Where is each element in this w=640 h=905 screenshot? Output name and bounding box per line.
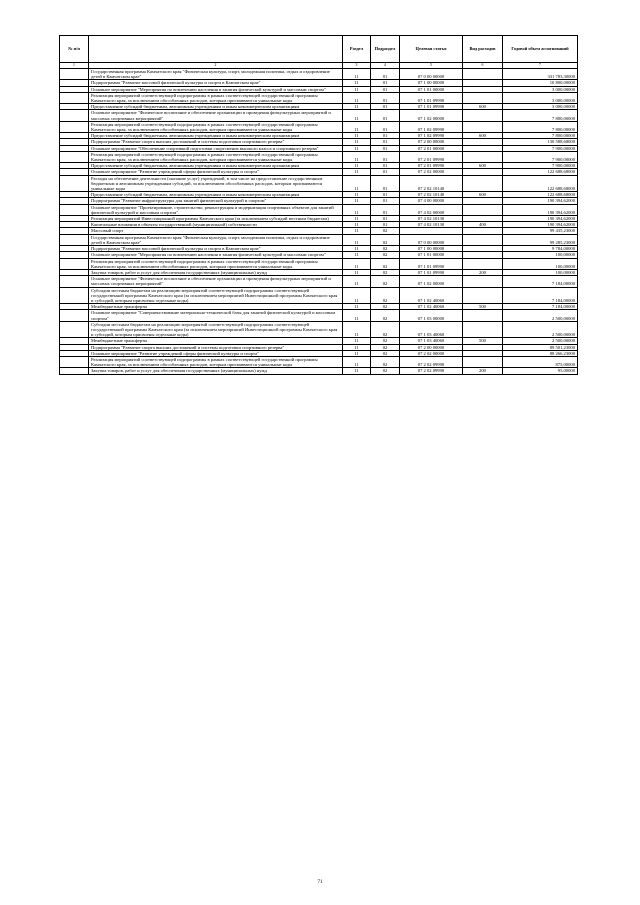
row-vid-cell: 500 [463,304,503,310]
budget-table [59,35,578,375]
row-amount-cell: 100,00000 [503,269,578,275]
row-vid-cell [463,151,503,162]
row-num-cell [60,69,89,80]
row-razdel-cell: 11 [343,350,371,356]
table-row [60,110,578,121]
table-row [60,258,578,269]
row-razdel-cell: 11 [343,69,371,80]
row-vid-cell [463,175,503,192]
row-name-cell: Основное мероприятие "Проектирование, строительство, реконструкция и модернизация спортивных объектов для занятий физической культурой и массовым спортом" [89,204,343,215]
row-num-cell [60,287,89,304]
table-row [60,234,578,245]
table-body [60,69,578,375]
row-name-cell: Субсидии местным бюджетам на реализацию мероприятий соответствующей подпрограммы соответствующей государственной программы Камчатского края (за исключением мероприятий Инвестиционной программы Камчатского края и субсидий, которым присвоены отдельные коды) [89,321,343,338]
row-num-cell [60,204,89,215]
header-godovoy: Годовой объем ассигнований [503,36,578,63]
row-name-cell: Реализация мероприятий соответствующей подпрограммы в рамках соответствующей государственной программы Камчатского края, за исключением обособленных расходов, которым присваиваются уникальные коды [89,121,343,132]
row-celevaya-cell: 07 1 03 00000 [400,310,463,321]
row-name-cell: Основное мероприятие "Развитие учреждений сферы физической культуры и спорта" [89,169,343,175]
row-celevaya-cell: 07 1 01 09990 [400,104,463,110]
row-amount-cell: 875,00000 [503,356,578,367]
row-vid-cell: 500 [463,338,503,344]
row-podrazdel-cell: 02 [371,269,400,275]
row-razdel-cell: 11 [343,252,371,258]
row-vid-cell [463,110,503,121]
row-amount-cell: 122 688,68000 [503,175,578,192]
table-row [60,368,578,374]
row-celevaya-cell: 07 2 02 00000 [400,169,463,175]
row-name-cell: Подпрограмма "Развитие инфраструктуры для занятий физической культурой и спортом" [89,198,343,204]
row-amount-cell: 88 266,23000 [503,350,578,356]
row-amount-cell: 190 394,62000 [503,222,578,228]
row-razdel-cell: 11 [343,321,371,338]
row-name-cell: Расходы на обеспечение деятельности (оказание услуг) учреждений, в том числе на предоставление государственным бюджетным и автономным учреждениям субсидий, за исключением обособленных расходов, которым присваиваются уникальные коды [89,175,343,192]
row-razdel-cell: 11 [343,344,371,350]
row-name-cell: Подпрограмма "Развитие спорта высших достижений и системы подготовки спортивного резерва" [89,344,343,350]
header-num: № п/п [60,36,89,63]
row-celevaya-cell: 07 1 02 40060 [400,304,463,310]
row-name-cell: Основное мероприятие "Физическое воспитание и обеспечение организации и проведения физкультурных мероприятий и массовых спортивных мероприятий" [89,276,343,287]
row-amount-cell: 2 500,00000 [503,310,578,321]
row-razdel-cell: 11 [343,368,371,374]
row-podrazdel-cell: 02 [371,234,400,245]
row-name-cell: Предоставление субсидий бюджетным, автономным учреждениям и иным некоммерческим организациям [89,133,343,139]
row-vid-cell: 600 [463,192,503,198]
row-name-cell: Реализация мероприятий соответствующей подпрограммы в рамках соответствующей государственной программы Камчатского края, за исключением обособленных расходов, которым присваиваются уникальные коды [89,92,343,103]
row-podrazdel-cell: 01 [371,121,400,132]
row-vid-cell: 400 [463,222,503,228]
row-celevaya-cell: 07 2 01 09990 [400,151,463,162]
row-razdel-cell: 11 [343,163,371,169]
row-name-cell: Субсидии местным бюджетам на реализацию мероприятий соответствующей подпрограммы соответствующей государственной программы Камчатского края (за исключением мероприятий Инвестиционной программы Камчатского края и субсидий, которым присвоены отдельные коды) [89,287,343,304]
row-razdel-cell: 11 [343,133,371,139]
table-row [60,175,578,192]
row-podrazdel-cell: 02 [371,344,400,350]
row-celevaya-cell: 07 2 01 09990 [400,163,463,169]
row-celevaya-cell: 07 4 02 10130 [400,222,463,228]
row-celevaya-cell: 07 1 01 09990 [400,269,463,275]
row-amount-cell: 7 184,00000 [503,276,578,287]
row-razdel-cell: 11 [343,304,371,310]
row-name-cell: Основное мероприятие "Обеспечение спортивной подготовки спортсменов высокого класса и спортивного резерва" [89,145,343,151]
row-celevaya-cell: 07 4 00 00000 [400,198,463,204]
row-celevaya-cell: 07 1 02 00000 [400,110,463,121]
header-razdel: Раздел [343,36,371,63]
row-podrazdel-cell: 01 [371,80,400,86]
row-razdel-cell: 11 [343,110,371,121]
row-podrazdel-cell: 02 [371,350,400,356]
row-amount-cell: 130 588,68000 [503,139,578,145]
table-row [60,276,578,287]
row-celevaya-cell: 07 2 02 09990 [400,356,463,367]
row-celevaya-cell: 07 4 02 00000 [400,204,463,215]
row-amount-cell: 99 285,23000 [503,234,578,245]
row-vid-cell [463,276,503,287]
row-celevaya-cell: 07 2 00 00000 [400,344,463,350]
row-name-cell: Капитальные вложения в объекты государственной (муниципальной) собственности [89,222,343,228]
row-podrazdel-cell: 01 [371,169,400,175]
row-razdel-cell: 11 [343,145,371,151]
row-vid-cell [463,310,503,321]
row-amount-cell: 7 900,00000 [503,145,578,151]
row-name-cell: Государственная программа Камчатского края "Физическая культура, спорт, молодежная политика, отдых и оздоровление детей в Камчатском крае" [89,69,343,80]
row-vid-cell [463,321,503,338]
row-celevaya-cell: 07 1 01 00000 [400,86,463,92]
row-razdel-cell: 11 [343,228,371,234]
row-name-cell: Реализация мероприятий соответствующей подпрограммы в рамках соответствующей государственной программы Камчатского края, за исключением обособленных расходов, которым присваиваются уникальные коды [89,258,343,269]
index-cell: 5 [400,63,463,69]
index-cell: 2 [89,63,343,69]
table-row [60,356,578,367]
row-num-cell [60,276,89,287]
row-vid-cell [463,121,503,132]
index-cell: 1 [60,63,89,69]
row-amount-cell: 100,00000 [503,252,578,258]
row-celevaya-cell: 07 1 03 40060 [400,321,463,338]
row-num-cell [60,234,89,245]
header-podrazdel: Подраздел [371,36,400,63]
row-celevaya-cell: 07 1 03 40060 [400,338,463,344]
row-celevaya-cell: 07 2 00 00000 [400,139,463,145]
row-amount-cell: 331 783,30000 [503,69,578,80]
row-name-cell: Предоставление субсидий бюджетным, автономным учреждениям и иным некоммерческим организациям [89,192,343,198]
row-celevaya-cell: 07 2 02 00000 [400,350,463,356]
row-razdel-cell: 11 [343,269,371,275]
row-razdel-cell: 11 [343,287,371,304]
row-amount-cell: 3 000,00000 [503,104,578,110]
row-razdel-cell: 11 [343,234,371,245]
row-celevaya-cell: 07 2 02 10140 [400,192,463,198]
table-row [60,151,578,162]
table-row [60,92,578,103]
table-row [60,69,578,80]
row-num-cell [60,258,89,269]
row-num-cell [60,356,89,367]
row-podrazdel-cell: 02 [371,310,400,321]
row-num-cell [60,121,89,132]
row-amount-cell: 7 184,00000 [503,304,578,310]
row-vid-cell: 600 [463,104,503,110]
row-vid-cell: 600 [463,163,503,169]
row-celevaya-cell: 07 1 00 00000 [400,246,463,252]
table-row [60,204,578,215]
row-num-cell [60,151,89,162]
row-amount-cell: 89 501,23000 [503,344,578,350]
row-razdel-cell: 11 [343,151,371,162]
row-amount-cell: 7 900,00000 [503,163,578,169]
row-razdel-cell: 11 [343,86,371,92]
row-name-cell: Межбюджетные трансферты [89,338,343,344]
row-razdel-cell: 11 [343,104,371,110]
budget-table-sheet [59,35,577,375]
row-num-cell [60,110,89,121]
row-podrazdel-cell: 01 [371,145,400,151]
row-celevaya-cell: 07 1 01 09990 [400,258,463,269]
row-name-cell: Закупка товаров, работ и услуг для обеспечения государственных (муниципальных) нужд [89,368,343,374]
row-razdel-cell: 11 [343,258,371,269]
row-celevaya-cell: 07 1 00 00000 [400,80,463,86]
row-razdel-cell: 11 [343,192,371,198]
row-vid-cell [463,69,503,80]
table-row [60,121,578,132]
row-vid-cell [463,287,503,304]
row-razdel-cell: 11 [343,92,371,103]
row-name-cell: Основное мероприятие "Мероприятия по вовлечению населения в занятия физической культурой и массовым спортом" [89,86,343,92]
row-razdel-cell: 11 [343,169,371,175]
row-name-cell: Основное мероприятие "Физическое воспитание и обеспечение организации и проведения физкультурных мероприятий и массовых спортивных мероприятий" [89,110,343,121]
row-name-cell: Подпрограмма "Развитие спорта высших достижений и системы подготовки спортивного резерва" [89,139,343,145]
row-name-cell: Межбюджетные трансферты [89,304,343,310]
row-name-cell: Подпрограмма "Развитие массовой физической культуры и спорта в Камчатском крае" [89,80,343,86]
row-celevaya-cell: 07 1 02 40060 [400,287,463,304]
row-amount-cell: 7 184,00000 [503,287,578,304]
row-num-cell [60,368,89,374]
row-amount-cell: 7 900,00000 [503,151,578,162]
row-razdel-cell: 11 [343,198,371,204]
row-amount-cell: 190 394,62000 [503,204,578,215]
table-row [60,310,578,321]
row-celevaya-cell: 07 0 00 00000 [400,234,463,245]
row-celevaya-cell: 07 2 02 10140 [400,175,463,192]
row-razdel-cell: 11 [343,175,371,192]
row-name-cell: Реализация мероприятий соответствующей подпрограммы в рамках соответствующей государственной программы Камчатского края, за исключением обособленных расходов, которым присваиваются уникальные коды [89,151,343,162]
row-celevaya-cell: 07 2 02 09990 [400,368,463,374]
row-podrazdel-cell: 02 [371,258,400,269]
row-podrazdel-cell: 01 [371,175,400,192]
row-razdel-cell: 11 [343,310,371,321]
row-amount-cell: 7 800,00000 [503,133,578,139]
row-name-cell: Предоставление субсидий бюджетным, автономным учреждениям и иным некоммерческим организациям [89,163,343,169]
row-amount-cell: 190 394,62000 [503,216,578,222]
row-podrazdel-cell: 02 [371,321,400,338]
index-cell: 4 [371,63,400,69]
row-razdel-cell: 11 [343,276,371,287]
header-celevaya: Целевая статья [400,36,463,63]
row-vid-cell [463,204,503,215]
row-celevaya-cell: 07 1 02 09990 [400,133,463,139]
row-num-cell [60,321,89,338]
row-name-cell: Массовый спорт [89,228,343,234]
row-amount-cell: 2 500,00000 [503,338,578,344]
row-amount-cell: 9 784,00000 [503,246,578,252]
row-razdel-cell: 11 [343,80,371,86]
row-podrazdel-cell: 01 [371,110,400,121]
row-name-cell: Основное мероприятие "Совершенствование материально-технической базы для занятий физической культурой и массовым спортом" [89,310,343,321]
row-podrazdel-cell: 01 [371,133,400,139]
row-podrazdel-cell: 01 [371,92,400,103]
row-razdel-cell: 11 [343,121,371,132]
row-vid-cell [463,92,503,103]
row-razdel-cell: 11 [343,246,371,252]
row-razdel-cell: 11 [343,216,371,222]
row-name-cell: Предоставление субсидий бюджетным, автономным учреждениям и иным некоммерческим организациям [89,104,343,110]
row-vid-cell [463,258,503,269]
row-amount-cell: 99 435,23000 [503,228,578,234]
row-celevaya-cell: 07 1 01 00000 [400,252,463,258]
row-podrazdel-cell: 01 [371,69,400,80]
row-podrazdel-cell: 02 [371,287,400,304]
row-name-cell: Реализация мероприятий Инвестиционной программы Камчатского края (за исключением субсидий местным бюджетам) [89,216,343,222]
table-header-row [60,36,578,63]
row-razdel-cell: 11 [343,204,371,215]
row-amount-cell: 7 800,00000 [503,110,578,121]
row-podrazdel-cell: 02 [371,276,400,287]
row-celevaya-cell: 07 0 00 00000 [400,69,463,80]
row-razdel-cell: 11 [343,139,371,145]
row-num-cell [60,92,89,103]
row-podrazdel-cell: 01 [371,204,400,215]
row-name-cell: Реализация мероприятий соответствующей подпрограммы в рамках соответствующей государственной программы Камчатского края, за исключением обособленных расходов, которым присваиваются уникальные коды [89,356,343,367]
row-podrazdel-cell: 02 [371,356,400,367]
page-number: 71 [317,880,323,885]
row-amount-cell: 95,00000 [503,368,578,374]
row-podrazdel-cell: 02 [371,304,400,310]
row-vid-cell: 200 [463,368,503,374]
row-podrazdel-cell: 01 [371,86,400,92]
row-vid-cell [463,234,503,245]
row-podrazdel-cell: 01 [371,192,400,198]
row-name-cell: Основное мероприятие "Мероприятия по вовлечению населения в занятия физической культурой и массовым спортом" [89,252,343,258]
row-podrazdel-cell: 01 [371,151,400,162]
row-podrazdel-cell: 02 [371,338,400,344]
row-vid-cell [463,356,503,367]
row-amount-cell: 2 500,00000 [503,321,578,338]
row-num-cell [60,175,89,192]
table-row [60,321,578,338]
row-celevaya-cell: 07 2 01 00000 [400,145,463,151]
row-razdel-cell: 11 [343,356,371,367]
row-amount-cell: 190 394,62000 [503,198,578,204]
row-celevaya-cell: 07 1 02 00000 [400,276,463,287]
row-vid-cell: 600 [463,133,503,139]
row-celevaya-cell: 07 1 02 09990 [400,121,463,132]
row-podrazdel-cell: 02 [371,246,400,252]
row-podrazdel-cell: 01 [371,104,400,110]
row-amount-cell: 3 000,00000 [503,86,578,92]
row-name-cell: Основное мероприятие "Развитие учреждений сферы физической культуры и спорта" [89,350,343,356]
row-podrazdel-cell: 01 [371,216,400,222]
row-amount-cell: 3 000,00000 [503,92,578,103]
row-celevaya-cell: 07 1 01 09990 [400,92,463,103]
row-podrazdel-cell: 01 [371,198,400,204]
row-podrazdel-cell: 01 [371,163,400,169]
row-podrazdel-cell: 02 [371,252,400,258]
header-vid: Вид расходов [463,36,503,63]
row-num-cell [60,310,89,321]
row-amount-cell: 100,00000 [503,258,578,269]
row-amount-cell: 122 688,68000 [503,169,578,175]
table-row [60,287,578,304]
index-cell: 6 [463,63,503,69]
row-podrazdel-cell: 01 [371,139,400,145]
row-razdel-cell: 11 [343,222,371,228]
row-vid-cell: 200 [463,269,503,275]
row-amount-cell: 7 800,00000 [503,121,578,132]
header-name [89,36,343,63]
row-amount-cell: 122 688,68000 [503,192,578,198]
row-name-cell: Закупка товаров, работ и услуг для обеспечения государственных (муниципальных) нужд [89,269,343,275]
index-cell: 3 [343,63,371,69]
row-name-cell: Подпрограмма "Развитие массовой физической культуры и спорта в Камчатском крае" [89,246,343,252]
row-amount-cell: 10 800,00000 [503,80,578,86]
row-podrazdel-cell: 02 [371,228,400,234]
row-podrazdel-cell: 01 [371,222,400,228]
row-podrazdel-cell: 02 [371,368,400,374]
row-razdel-cell: 11 [343,338,371,344]
row-name-cell: Государственная программа Камчатского края "Физическая культура, спорт, молодежная политика, отдых и оздоровление детей в Камчатском крае" [89,234,343,245]
row-celevaya-cell: 07 4 02 10130 [400,216,463,222]
index-cell: 7 [503,63,578,69]
